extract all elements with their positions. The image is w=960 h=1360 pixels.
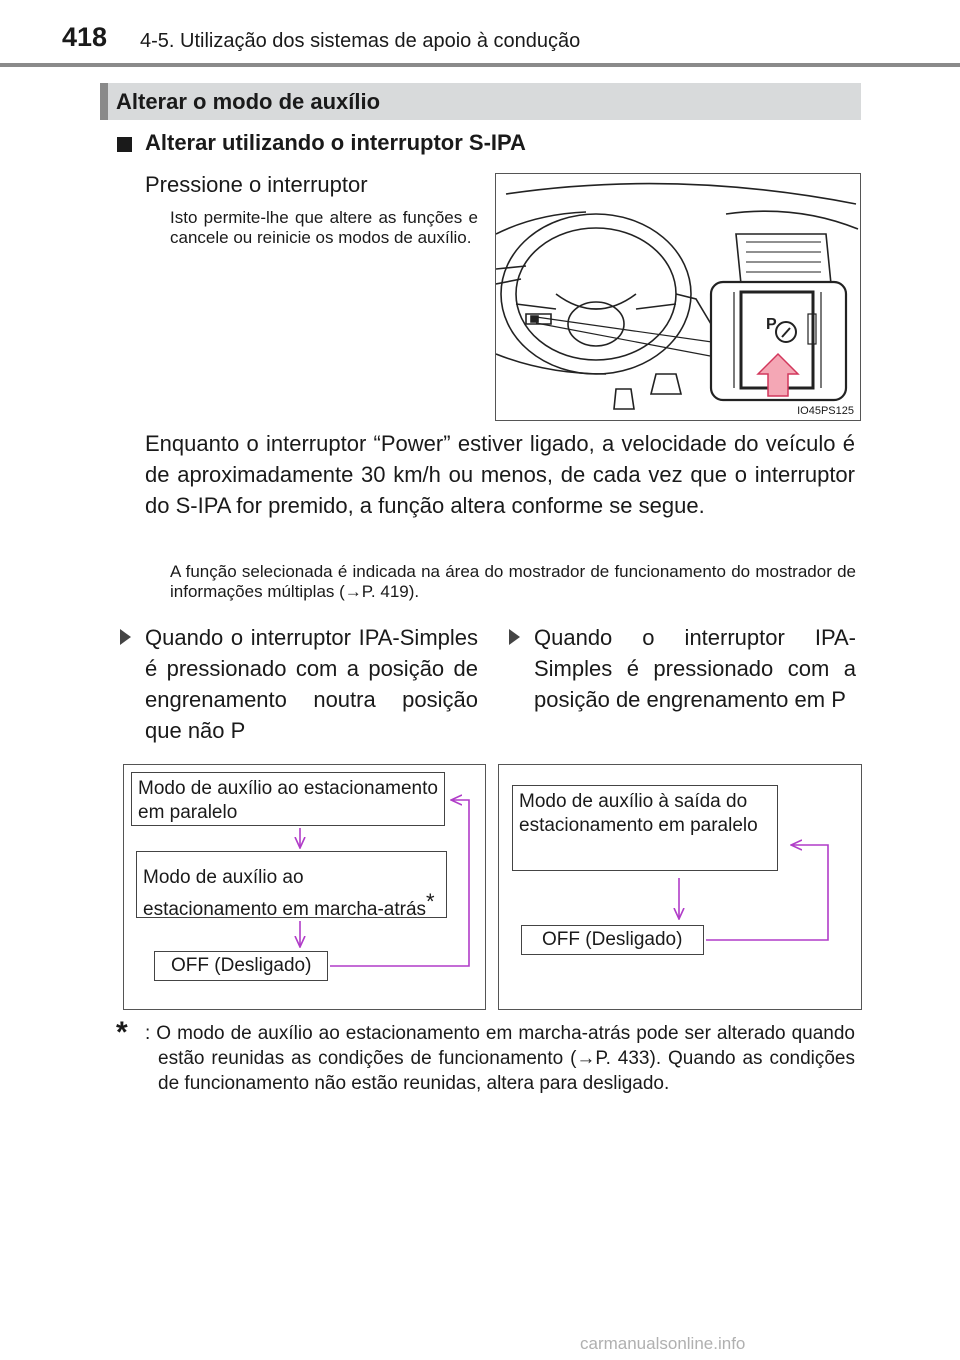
left-column-heading: Quando o interruptor IPA-Simples é pressionado com a posição de engrenamento noutra posição que não P bbox=[145, 625, 478, 743]
right-column-heading: Quando o interruptor IPA-Simples é pressionado com a posição de engrenamento em P bbox=[534, 625, 856, 712]
subsection-heading: Alterar utilizando o interruptor S-IPA bbox=[145, 130, 526, 155]
p-button-label: P bbox=[766, 316, 777, 333]
mode-box-parallel-exit: Modo de auxílio à saída do estacionamento em paralelo bbox=[512, 785, 778, 871]
body-paragraph: Enquanto o interruptor “Power” estiver ligado, a velocidade do veículo é de aproximadamente 30 km/h ou menos, de cada vez que o interruptor do S-IPA for premido, a função altera conforme se segue. bbox=[145, 431, 855, 518]
watermark: carmanualsonline.info bbox=[580, 1334, 746, 1353]
illustration-code: IO45PS125 bbox=[797, 405, 854, 417]
step-note: Isto permite-lhe que altere as funções e cancele ou reinicie os modos de auxílio. bbox=[170, 208, 478, 247]
mode-box-reverse-parking bbox=[136, 851, 447, 918]
mode-box-off-left: OFF (Desligado) bbox=[154, 951, 328, 981]
step-label: Pressione o interruptor bbox=[145, 172, 368, 197]
chapter-title: 4-5. Utilização dos sistemas de apoio à condução bbox=[140, 30, 581, 52]
mode-box-off-right: OFF (Desligado) bbox=[521, 925, 704, 955]
page-number: 418 bbox=[62, 22, 108, 52]
footnote-text: : O modo de auxílio ao estacionamento em marcha-atrás pode ser alterado quando estão reunidas as condições de funcionamento (→P. 433). Quando as condições de funcionamento não estão reunidas, altera para desligado. bbox=[145, 1023, 855, 1094]
footnote-mark: * bbox=[116, 1016, 128, 1049]
footnote-ref-mark: * bbox=[426, 889, 435, 914]
section-title: Alterar o modo de auxílio bbox=[116, 89, 381, 114]
body-note: A função selecionada é indicada na área do mostrador de funcionamento do mostrador de informações múltiplas (→P. 419). bbox=[170, 562, 856, 601]
mode-box-reverse-parking-label: Modo de auxílio ao estacionamento em marcha-atrás bbox=[143, 867, 427, 920]
mode-box-parallel-parking: Modo de auxílio ao estacionamento em paralelo bbox=[131, 772, 445, 826]
